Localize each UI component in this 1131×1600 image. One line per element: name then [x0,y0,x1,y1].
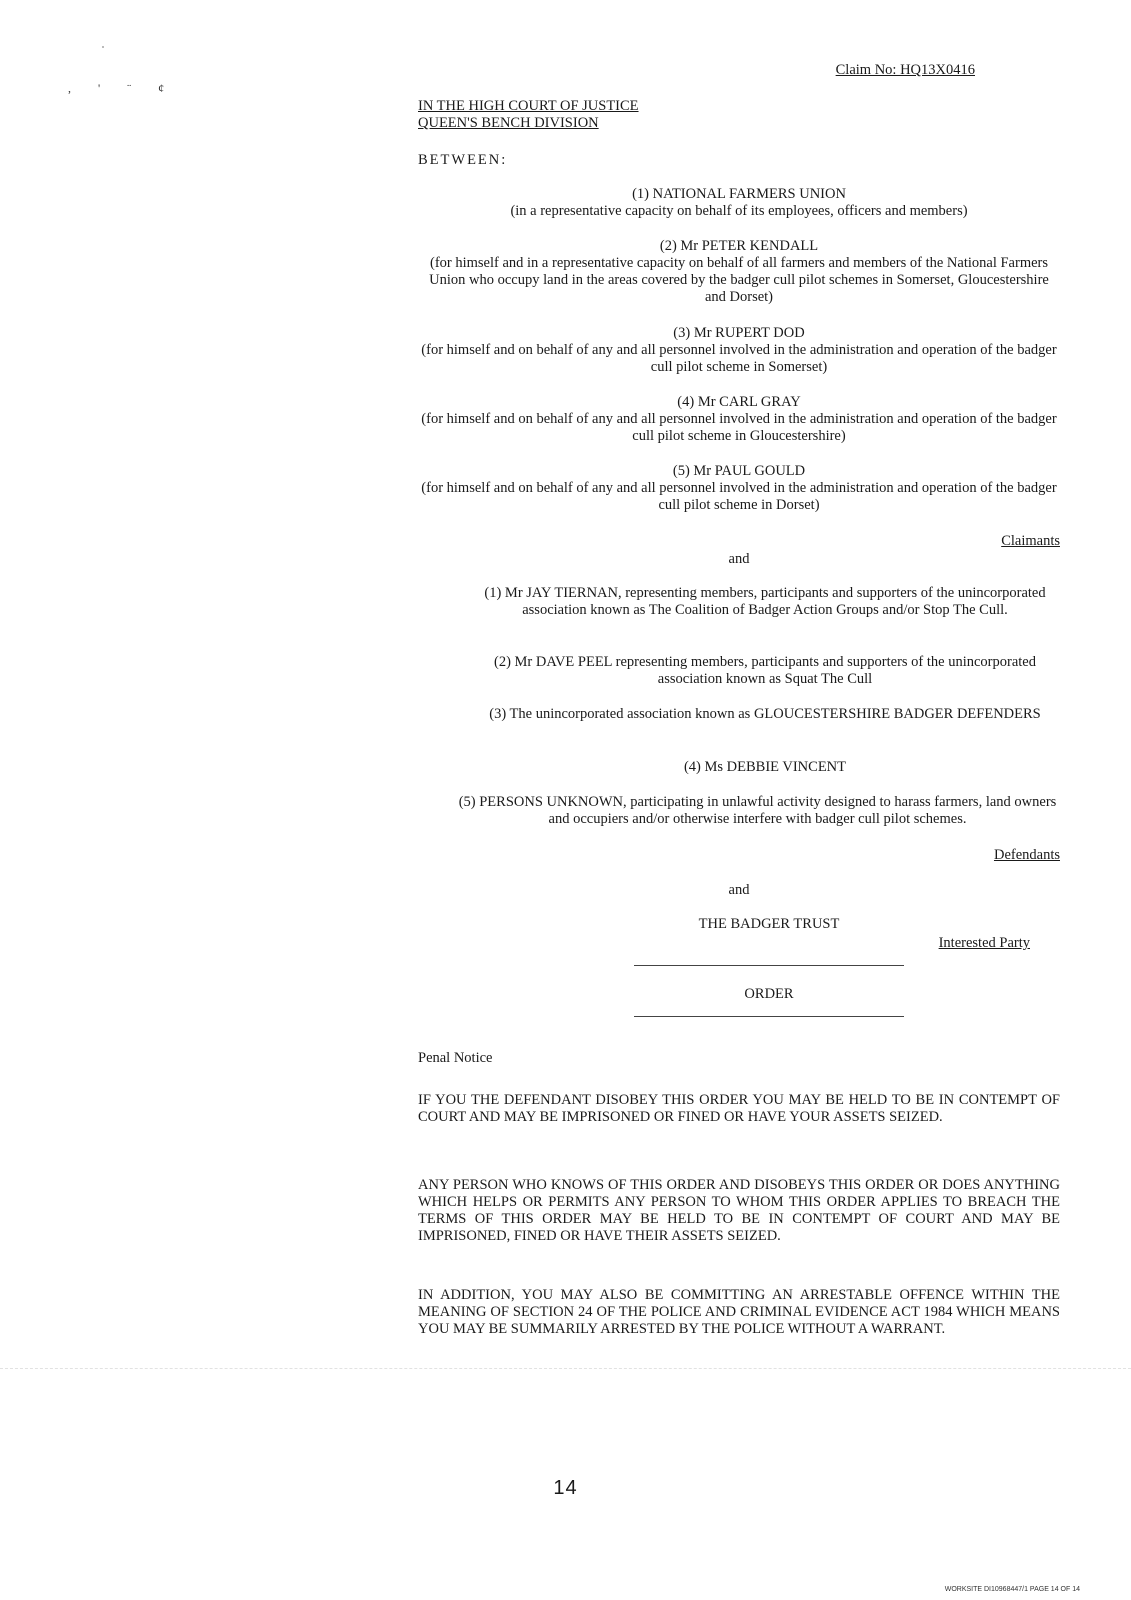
claim-number: Claim No: HQ13X0416 [835,62,975,78]
court-division: QUEEN'S BENCH DIVISION [418,115,599,131]
between-label: BETWEEN: [418,152,508,168]
claimant-description: (for himself and on behalf of any and all personnel involved in the administration and operation of the badger cull pilot scheme in Dorset) [421,480,1057,513]
claimant-name: (4) Mr CARL GRAY [677,394,801,410]
defendant-3: (3) The unincorporated association known as GLOUCESTERSHIRE BADGER DEFENDERS [489,706,1041,722]
claimant-name: (2) Mr PETER KENDALL [659,238,819,254]
defendant-4: (4) Ms DEBBIE VINCENT [683,759,847,775]
interested-party-label: Interested Party [938,935,1030,951]
penal-paragraph-3: IN ADDITION, YOU MAY ALSO BE COMMITTING AN ARRESTABLE OFFENCE WITHIN THE MEANING OF SECTION 24 OF THE POLICE AND CRIMINAL EVIDENCE ACT 1984 WHICH MEANS YOU MAY BE SUMMARILY ARRESTED BY THE POLICE WITHOUT A WARRANT. [418,1287,1060,1337]
court-heading [418,98,639,132]
order-rule-bottom [634,1016,904,1017]
court-name: IN THE HIGH COURT OF JUSTICE [418,98,639,114]
claimant-description: (for himself and on behalf of any and all personnel involved in the administration and operation of the badger cull pilot scheme in Somerset) [421,342,1057,375]
claimant-description: (for himself and in a representative capacity on behalf of all farmers and members of the National Farmers Union who occupy land in the areas covered by the badger cull pilot schemes in Somerset, Gloucestershire and Dorset) [429,255,1049,305]
interested-party-name: THE BADGER TRUST [698,916,840,932]
defendant-2: (2) Mr DAVE PEEL representing members, participants and supporters of the unincorporated association known as Squat The Cull [494,654,1036,687]
defendants-label: Defendants [993,847,1060,863]
claimant-5 [418,463,1060,514]
order-rule-top [634,965,904,966]
claimants-label: Claimants [1001,533,1060,549]
penal-notice-label: Penal Notice [418,1050,493,1066]
claimant-name: (1) NATIONAL FARMERS UNION [632,186,846,202]
and-separator: and [728,551,750,567]
page-number: 14 [553,1477,578,1499]
penal-paragraph-2: ANY PERSON WHO KNOWS OF THIS ORDER AND DISOBEYS THIS ORDER OR DOES ANYTHING WHICH HELPS OR PERMITS ANY PERSON TO WHOM THIS ORDER APPLIES TO BREACH THE TERMS OF THIS ORDER MAY BE HELD TO BE IN CONTEMPT OF COURT AND MAY BE IMPRISONED, FINED OR HAVE THEIR ASSETS SEIZED. [418,1177,1060,1244]
claimant-name: (3) Mr RUPERT DOD [673,325,805,341]
claimant-1 [418,186,1060,220]
claimant-3 [418,325,1060,376]
claimant-4 [418,394,1060,445]
defendant-5: (5) PERSONS UNKNOWN, participating in unlawful activity designed to harass farmers, land owners and occupiers and/or otherwise interfere with badger cull pilot schemes. [458,794,1057,827]
penal-paragraph-1: IF YOU THE DEFENDANT DISOBEY THIS ORDER YOU MAY BE HELD TO BE IN CONTEMPT OF COURT AND MAY BE IMPRISONED OR FINED OR HAVE YOUR ASSETS SEIZED. [418,1092,1060,1125]
scan-speck [102,46,104,48]
order-title: ORDER [744,986,794,1002]
claimant-2 [418,238,1060,306]
defendant-1: (1) Mr JAY TIERNAN, representing members, participants and supporters of the unincorporated association known as The Coalition of Badger Action Groups and/or Stop The Cull. [484,585,1046,618]
document-footer: WORKSITE DI10968447/1 PAGE 14 OF 14 [944,1586,1080,1593]
claimant-description: (for himself and on behalf of any and all personnel involved in the administration and operation of the badger cull pilot scheme in Gloucestershire) [421,411,1057,444]
and-separator: and [728,882,750,898]
claimant-name: (5) Mr PAUL GOULD [672,463,806,479]
scan-marks: , ' ¨ ¢ [68,81,177,95]
claimant-description: (in a representative capacity on behalf of its employees, officers and members) [510,203,968,219]
scan-artifact-line [0,1368,1131,1369]
